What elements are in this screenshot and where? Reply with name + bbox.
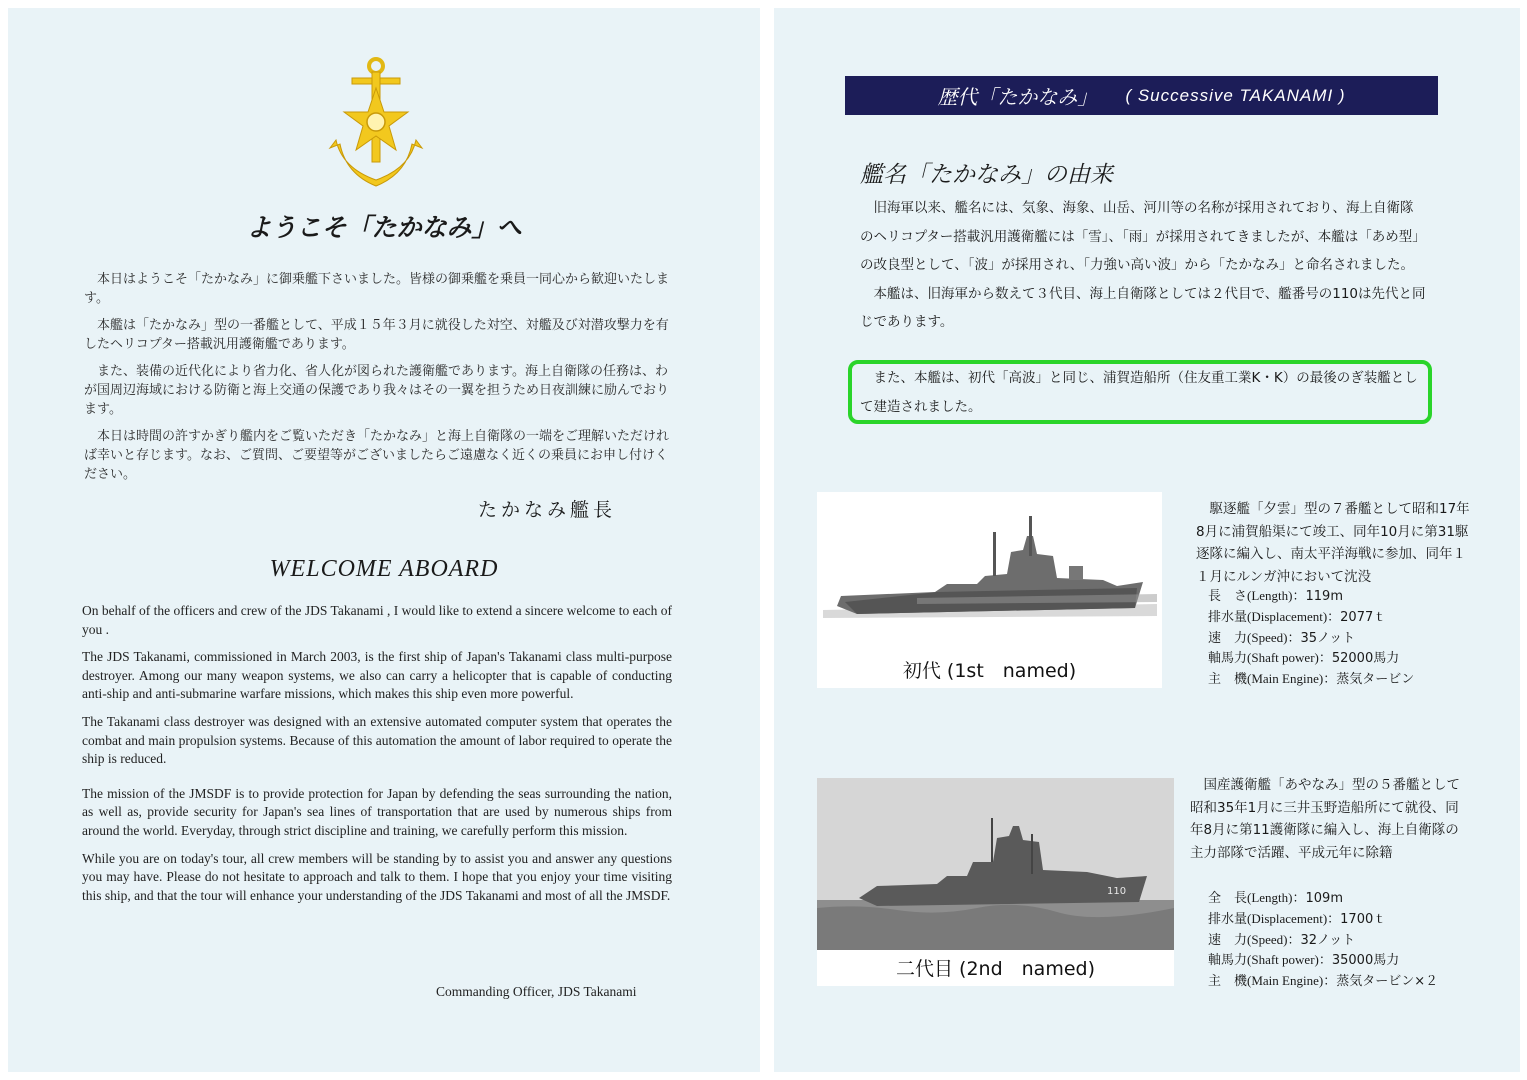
spec-label-en: (Displacement) (1247, 608, 1328, 624)
welcome-body-en (82, 602, 672, 914)
spec-label-en: (Main Engine) (1247, 671, 1324, 687)
hull-number-label: 110 (1107, 886, 1127, 897)
spec-value: ：109m (1292, 891, 1343, 906)
welcome-body-jp (84, 270, 674, 492)
second-ship-history: 国産護衛艦「あやなみ」型の５番艦として昭和35年1月に三井玉野造船所にて就役、同年8月に第11護衛隊に編入し、海上自衛隊の主力部隊で活躍、平成元年に除籍 (1190, 777, 1460, 861)
spec-label-en: (Displacement) (1247, 910, 1328, 926)
spec-label: 軸馬力 (1208, 651, 1248, 667)
welcome-paragraph-jp: 本日は時間の許すかぎり艦内をご覧いただき「たかなみ」と海上自衛隊の一端をご理解いただければ幸いと存じます。なお、ご質問、ご要望等がございましたらご遠慮なく近くの乗員にお申し付けください。 (84, 429, 670, 482)
second-ship-specs (1208, 888, 1438, 992)
spec-label: 排水量 (1208, 911, 1248, 927)
spec-row (1208, 950, 1438, 971)
successive-takanami-banner (845, 76, 1438, 115)
left-page (8, 8, 760, 1072)
destroyer-photo-2-icon (817, 778, 1174, 950)
spec-row (1208, 971, 1438, 992)
spec-label: 主 機 (1208, 974, 1248, 990)
spec-label-en: (Shaft power) (1247, 650, 1319, 666)
banner-title-jp: 歴代「たかなみ」 (937, 85, 1098, 109)
welcome-paragraph-en: The JDS Takanami, commissioned in March 2003, is the first ship of Japan's Takanami class multi-purpose destroyer. Among our many weapon systems, we also can carry a helicopter that is capable of conducting anti-ship and anti-submarine warfare missions, which makes this ship even more powerful. (82, 649, 672, 702)
first-ship-caption: 初代 (1st named) (902, 660, 1077, 682)
first-ship-history: 駆逐艦「夕雲」型の７番艦として昭和17年8月に浦賀船渠にて竣工、同年10月に第31駆逐隊に編入し、南太平洋海戦に参加、同年１１月にルンガ沖において沈没 (1196, 501, 1470, 585)
destroyer-photo-1-icon (817, 492, 1162, 652)
ship-name-origin-body (860, 194, 1426, 337)
spec-label: 長 さ (1208, 589, 1248, 604)
spec-value: ：32ノット (1287, 932, 1356, 948)
spec-label-en: (Speed) (1247, 931, 1288, 947)
welcome-paragraph-en: The Takanami class destroyer was designed with an extensive automated computer system that operates the combat and main propulsion systems. Because of this automation the amount of labor required to operate the ship is reduced. (82, 713, 672, 767)
first-ship-specs (1208, 586, 1414, 690)
second-ship-description (1190, 774, 1472, 864)
origin-paragraph: 旧海軍以来、艦名には、気象、海象、山岳、河川等の名称が採用されており、海上自衛隊のヘリコプター搭載汎用護衛艦には「雪」、「雨」が採用されてきましたが、本艦は「あめ型」の改良型として、「波」が採用され、「力強い高い波」から「たかなみ」と命名されました。 (860, 200, 1426, 273)
spec-row (1208, 888, 1438, 909)
spec-label-en: (Speed) (1247, 629, 1288, 645)
captain-signature-en: Commanding Officer, JDS Takanami (436, 984, 637, 999)
welcome-title-jp: ようこそ「たかなみ」へ (246, 213, 522, 242)
spec-value: ：35000馬力 (1318, 953, 1400, 969)
welcome-paragraph-jp: 本日はようこそ「たかなみ」に御乗艦下さいました。皆様の御乗艦を乗員一同心から歓迎いたします。 (84, 272, 670, 306)
spec-value: ：52000馬力 (1318, 651, 1400, 667)
banner-title-en: ( Successive TAKANAMI ) (1125, 85, 1346, 105)
second-takanami-photo (817, 778, 1174, 986)
spec-label: 軸馬力 (1208, 953, 1248, 969)
welcome-paragraph-jp: 本艦は「たかなみ」型の一番艦として、平成１５年３月に就役した対空、対艦及び対潜攻撃力を有したヘリコプター搭載汎用護衛艦であります。 (84, 318, 669, 352)
first-takanami-photo (817, 492, 1162, 688)
spec-value: ：119m (1292, 589, 1343, 604)
welcome-paragraph-en: The mission of the JMSDF is to provide protection for Japan by defending the seas surrounding the nation, as well as, provide security for Japan's sea lines of transportation that are used by numerous ships from around the world. Everyday, through strict discipline and training, we carefully perform this mission. (82, 785, 672, 838)
page-spine (760, 0, 774, 1080)
captain-signature-jp: たかなみ艦長 (478, 499, 617, 521)
spec-row (1208, 669, 1414, 690)
right-page (774, 8, 1520, 1072)
spec-label-en: (Main Engine) (1247, 973, 1324, 989)
spec-value: ：35ノット (1287, 630, 1356, 646)
jmsdf-anchor-emblem-icon (328, 56, 424, 188)
spec-label-en: (Length) (1247, 588, 1293, 603)
spec-label: 排水量 (1208, 609, 1248, 625)
spec-label: 速 力 (1208, 932, 1248, 948)
spec-label: 速 力 (1208, 630, 1248, 646)
welcome-paragraph-en: On behalf of the officers and crew of the JDS Takanami , I would like to extend a sincere welcome to each of you . (82, 603, 672, 637)
second-ship-caption: 二代目 (2nd named) (896, 958, 1095, 980)
spec-value: ：蒸気タービン (1323, 672, 1415, 688)
origin-paragraph: 本艦は、旧海軍から数えて３代目、海上自衛隊としては２代目で、艦番号の110は先代と同じであります。 (860, 285, 1426, 330)
spec-value: ：蒸気タービン×２ (1323, 974, 1439, 990)
first-ship-description (1196, 498, 1472, 588)
welcome-title-en: WELCOME ABOARD (269, 556, 499, 582)
spec-value: ：2077ｔ (1327, 609, 1387, 625)
spec-row (1208, 607, 1414, 628)
welcome-paragraph-jp: また、装備の近代化により省力化、省人化が図られた護衛艦であります。海上自衛隊の任務は、わが国周辺海域における防衛と海上交通の保護であり我々はその一翼を担うため日夜訓練に励んでおります。 (84, 364, 670, 417)
spec-row (1208, 909, 1438, 930)
spec-row (1208, 586, 1414, 607)
spec-label: 全 長 (1208, 891, 1248, 906)
spec-row (1208, 648, 1414, 669)
ship-name-origin-title: 艦名「たかなみ」の由来 (860, 162, 1113, 188)
spec-row (1208, 628, 1414, 649)
spec-value: ：1700ｔ (1327, 911, 1387, 927)
spec-label-en: (Shaft power) (1247, 952, 1319, 968)
highlighted-paragraph-container (860, 364, 1426, 421)
welcome-paragraph-en: While you are on today's tour, all crew members will be standing by to assist you and answer any questions you may have. Please do not hesitate to approach and talk to them. I hope that you enjoy your time visiting this ship, and that the tour will enhance your understanding of the JDS Takanami and most of all the JMSDF. (82, 850, 672, 903)
spec-row (1208, 930, 1438, 951)
spec-label-en: (Length) (1247, 890, 1293, 905)
highlighted-paragraph: また、本艦は、初代「高波」と同じ、浦賀造船所（住友重工業K・K）の最後のぎ装艦として建造されました。 (860, 370, 1418, 415)
spec-label: 主 機 (1208, 672, 1248, 688)
